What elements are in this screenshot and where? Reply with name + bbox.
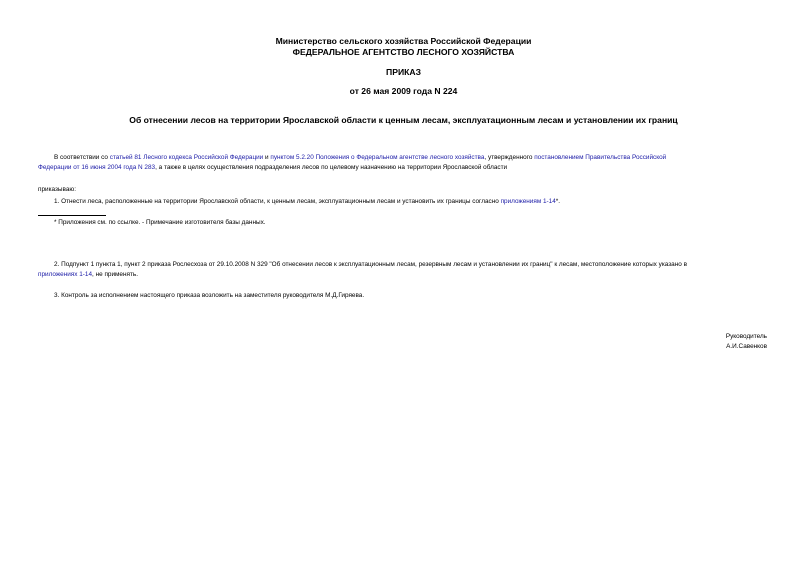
item-2-text: 2. Подпункт 1 пункта 1, пункт 2 приказа Рослесхоза от 29.10.2008 N 329 "Об отнесении лесов к эксплуатационным лесам, резервным лесам и установлении их границ" к лесам, местоположение которых указано в (54, 261, 687, 268)
doc-type-heading: ПРИКАЗ (386, 67, 421, 77)
preamble-paragraph (38, 153, 769, 173)
government-decree-link-part2[interactable]: Федерации от 16 июня 2004 года N 283 (38, 164, 156, 171)
ministry-heading: Министерство сельского хозяйства Российской Федерации (275, 36, 532, 46)
signature-name: А.И.Савенков (726, 343, 767, 350)
item-3-paragraph: 3. Контроль за исполнением настоящего приказа возложить на заместителя руководителя М.Д.Гиряева. (54, 292, 365, 299)
government-decree-link-part1[interactable]: постановлением Правительства Российской (534, 154, 667, 161)
footnote-divider (38, 215, 106, 216)
appendices-link[interactable]: приложениям 1-14 (500, 198, 556, 205)
preamble-text-1: В соответствии со (54, 154, 110, 161)
footnote-text: * Приложения см. по ссылке. - Примечание изготовителя базы данных. (54, 219, 266, 226)
order-word: приказываю: (38, 186, 76, 193)
appendices-link-2[interactable]: приложениях 1-14 (38, 271, 93, 278)
document-title: Об отнесении лесов на территории Ярославской области к ценным лесам, эксплуатационным лесам и установлении их границ (129, 115, 678, 125)
regulation-point-link[interactable]: пунктом 5.2.20 Положения о Федеральном агентстве лесного хозяйства (270, 154, 485, 161)
item-1-paragraph (54, 197, 774, 207)
item-1-tail: *. (555, 198, 561, 205)
item-1-text: 1. Отнести леса, расположенные на территории Ярославской области, к ценным лесам, эксплуатационным лесам и установить их границы согласно (54, 198, 501, 205)
date-number-heading: от 26 мая 2009 года N 224 (349, 86, 458, 96)
item-2-paragraph (38, 260, 769, 280)
item-2-tail: , не применять. (92, 271, 138, 278)
article-81-link[interactable]: статьей 81 Лесного кодекса Российской Федерации (109, 154, 264, 161)
preamble-text-2: и (263, 154, 271, 161)
signature-role: Руководитель (725, 333, 767, 340)
agency-heading: ФЕДЕРАЛЬНОЕ АГЕНТСТВО ЛЕСНОГО ХОЗЯЙСТВА (292, 47, 515, 57)
preamble-text-3: , утвержденного (484, 154, 535, 161)
preamble-text-4: , а также в целях осуществления подразделения лесов по целевому назначению на территории Ярославской области (155, 164, 508, 171)
